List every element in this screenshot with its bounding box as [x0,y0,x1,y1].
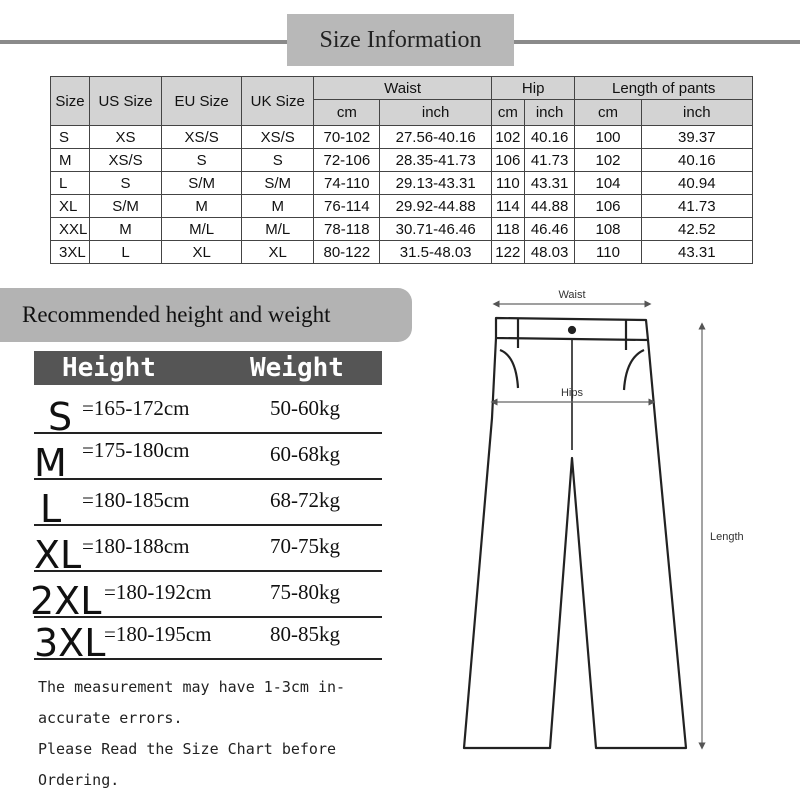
table-cell: 31.5-48.03 [380,241,491,264]
weight-range: 68-72kg [270,488,340,512]
table-cell: 41.73 [524,149,575,172]
table-cell: 100 [575,126,641,149]
table-cell: 41.73 [641,195,752,218]
col-length-cm: cm [575,100,641,126]
table-cell: S/M [242,172,314,195]
table-cell: S/M [89,195,161,218]
table-cell: 29.13-43.31 [380,172,491,195]
size-label: M [34,441,67,485]
size-table [50,76,753,264]
table-cell: 104 [575,172,641,195]
col-uk-size: UK Size [242,77,314,126]
table-cell: M/L [162,218,242,241]
table-cell: XL [51,195,90,218]
table-cell: 114 [491,195,524,218]
col-waist-cm: cm [314,100,380,126]
table-cell: L [89,241,161,264]
table-row [51,149,753,172]
table-cell: 42.52 [641,218,752,241]
table-cell: XS [89,126,161,149]
table-cell: 43.31 [524,172,575,195]
weight-range: 75-80kg [270,580,340,604]
table-cell: 30.71-46.46 [380,218,491,241]
size-label: 2XL [30,579,102,623]
left-pocket [500,350,518,388]
list-item [30,570,382,623]
table-cell: 27.56-40.16 [380,126,491,149]
page-title: Size Information [287,14,514,66]
col-hip: Hip [491,77,575,100]
table-cell: 39.37 [641,126,752,149]
table-cell: S/M [162,172,242,195]
table-cell: 43.31 [641,241,752,264]
table-cell: M/L [242,218,314,241]
table-cell: 102 [491,126,524,149]
table-cell: 76-114 [314,195,380,218]
table-cell: 40.94 [641,172,752,195]
table-cell: S [89,172,161,195]
height-range: =180-192cm [104,580,212,604]
table-cell: XS/S [242,126,314,149]
table-row [51,218,753,241]
table-cell: M [89,218,161,241]
note-line: Ordering. [38,771,120,789]
weight-range: 50-60kg [270,396,340,420]
measurement-note [38,672,378,796]
table-cell: XS/S [162,126,242,149]
right-pocket [624,350,644,390]
col-hip-inch: inch [524,100,575,126]
list-item [34,432,382,485]
table-cell: 110 [491,172,524,195]
table-row [51,195,753,218]
table-cell: XXL [51,218,90,241]
col-waist-inch: inch [380,100,491,126]
note-line: accurate errors. [38,709,183,727]
col-hip-cm: cm [491,100,524,126]
table-cell: S [162,149,242,172]
table-cell: 122 [491,241,524,264]
table-cell: XS/S [89,149,161,172]
height-range: =180-195cm [104,622,212,646]
button-icon [569,327,575,333]
table-cell: 3XL [51,241,90,264]
table-row [51,241,753,264]
col-size: Size [51,77,90,126]
table-cell: XL [242,241,314,264]
weight-range: 60-68kg [270,442,340,466]
table-cell: 40.16 [524,126,575,149]
table-row [51,172,753,195]
table-cell: 28.35-41.73 [380,149,491,172]
height-range: =165-172cm [82,396,190,420]
waist-label: Waist [558,289,586,301]
table-cell: XL [162,241,242,264]
table-cell: 40.16 [641,149,752,172]
table-cell: 102 [575,149,641,172]
table-cell: 44.88 [524,195,575,218]
table-row [51,126,753,149]
list-item [34,612,382,665]
weight-range: 70-75kg [270,534,340,558]
list-item [34,524,382,577]
table-cell: L [51,172,90,195]
table-cell: 29.92-44.88 [380,195,491,218]
list-item [34,386,382,439]
length-label: Length [710,531,744,543]
height-range: =180-188cm [82,534,190,558]
pants-diagram [430,278,800,798]
hips-label: Hips [560,387,584,399]
weight-range: 80-85kg [270,622,340,646]
col-length-inch: inch [641,100,752,126]
size-label: 3XL [34,621,106,665]
height-weight-header [34,351,382,385]
table-cell: 118 [491,218,524,241]
table-cell: 80-122 [314,241,380,264]
pants-outline [464,338,686,748]
size-label: L [40,487,62,531]
table-cell: S [242,149,314,172]
table-cell: M [51,149,90,172]
table-cell: 106 [491,149,524,172]
col-us-size: US Size [89,77,161,126]
table-cell: 48.03 [524,241,575,264]
list-item [34,478,382,531]
size-label: S [48,395,73,439]
table-cell: S [51,126,90,149]
table-cell: 72-106 [314,149,380,172]
table-cell: M [162,195,242,218]
table-cell: 78-118 [314,218,380,241]
height-range: =175-180cm [82,438,190,462]
height-column-label: Height [62,353,156,383]
note-line: Please Read the Size Chart before [38,740,337,758]
table-cell: 74-110 [314,172,380,195]
table-cell: 110 [575,241,641,264]
recommend-title: Recommended height and weight [0,288,412,342]
table-cell: 70-102 [314,126,380,149]
table-cell: 106 [575,195,641,218]
col-length: Length of pants [575,77,753,100]
col-waist: Waist [314,77,492,100]
weight-column-label: Weight [250,353,344,383]
size-label: XL [34,533,82,577]
note-line: The measurement may have 1-3cm in- [38,678,346,696]
table-cell: M [242,195,314,218]
size-table-body [51,126,753,264]
col-eu-size: EU Size [162,77,242,126]
table-cell: 46.46 [524,218,575,241]
height-range: =180-185cm [82,488,190,512]
table-cell: 108 [575,218,641,241]
